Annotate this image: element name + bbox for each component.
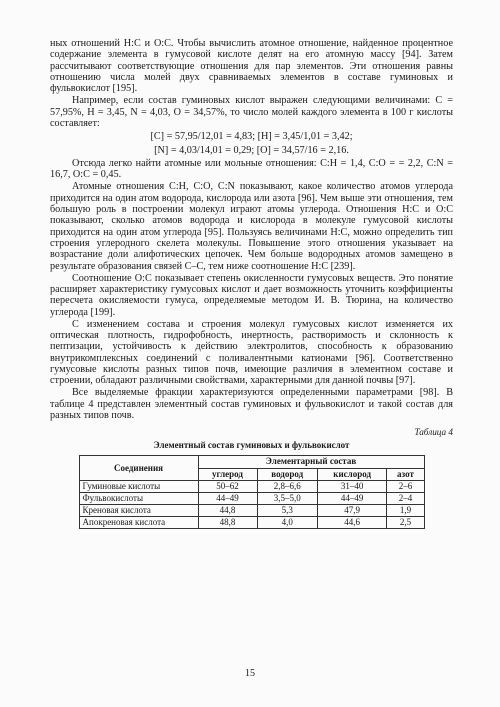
cell-oxygen: 44–49 (317, 492, 386, 504)
table-row (79, 505, 424, 517)
cell-carbon: 48,8 (198, 517, 257, 529)
cell-carbon: 44–49 (198, 492, 257, 504)
cell-nitrogen: 2–6 (387, 480, 424, 492)
table-title: Элементный состав гуминовых и фульвокислот (153, 440, 350, 451)
cell-hydrogen: 4,0 (257, 517, 317, 529)
formula-line-2: [N] = 4,03/14,01 = 0,29; [O] = 34,57/16 = 2,16. (154, 144, 349, 156)
header-hydrogen: водород (257, 468, 317, 480)
header-compound: Соединения (79, 456, 198, 480)
cell-carbon: 44,8 (198, 505, 257, 517)
cell-nitrogen: 1,9 (387, 505, 424, 517)
cell-nitrogen: 2–4 (387, 492, 424, 504)
row-name: Креновая кислота (79, 505, 198, 517)
cell-nitrogen: 2,5 (387, 517, 424, 529)
paragraph-3: Отсюда легко найти атомные или мольные отношения: С:Н = 1,4, С:О = = 2,2, С:N = 16,7, О:С = 0,45. (50, 158, 453, 181)
cell-carbon: 50–62 (198, 480, 257, 492)
paragraph-7: Все выделяемые фракции характеризуются определенными параметрами [98]. В таблице 4 представлен элементный состав гуминовых и фульвокислот и такой состав для разных типов почв. (50, 387, 453, 421)
paragraph-1: ных отношений Н:С и О:С. Чтобы вычислить атомное отношение, найденное процентное содержание элемента в гумусовой кислоте делят на его атомную массу [94]. Затем рассчитывают соответствующие отношения для пар элементов. Эти отношения равны отношению числа молей двух сравниваемых элементов в составе гуминовых и фульвокислот [195]. (50, 38, 453, 95)
table-label: Таблица 4 (414, 427, 453, 438)
table-row (79, 517, 424, 529)
cell-oxygen: 44,6 (317, 517, 386, 529)
cell-oxygen: 47,9 (317, 505, 386, 517)
paragraph-5: Соотношение О:С показывает степень окисленности гумусовых веществ. Это понятие расширяет характеристику гумусовых кислот и дает возможность уточнить коэффициенты пересчета окисляемости гумуса, определяемые методом И. В. Тюрина, на количество углерода [199]. (50, 272, 453, 318)
paragraph-2: Например, если состав гуминовых кислот выражен следующими величинами: С = 57,95%, Н = 3,45, N = 4,03, O = 34,57%, то число молей каждого элемента в 100 г кислоты составляет: (50, 95, 453, 129)
page-number: 15 (245, 668, 255, 679)
cell-hydrogen: 3,5–5,0 (257, 492, 317, 504)
paragraph-4: Атомные отношения С:Н, С:О, С:N показывают, какое количество атомов углерода приходится на один атом водорода, кислорода или азота [96]. Чем выше эти отношения, тем большую роль в построении молекул играют атомы углерода. Отношения Н:С и О:С показывают, сколько атомов водорода и кислорода в молекуле гумусовой кислоты приходится на один атом углерода [95]. Пользуясь величинами Н:С, можно определить тип строения углеродного скелета молекулы. Повышение этого отношения указывает на возрастание доли алифотических цепочек. Чем больше водородных атомов замещено в результате образования связей С–С, тем ниже соотношение Н:С [239]. (50, 181, 453, 272)
cell-oxygen: 31–40 (317, 480, 386, 492)
text-column (50, 38, 453, 529)
row-name: Фульвокислоты (79, 492, 198, 504)
table-row (79, 480, 424, 492)
row-name: Гуминовые кислоты (79, 480, 198, 492)
row-name: Апокреновая кислота (79, 517, 198, 529)
header-carbon: углерод (198, 468, 257, 480)
formula-line-1: [C] = 57,95/12,01 = 4,83; [H] = 3,45/1,01 = 3,42; (150, 131, 353, 143)
cell-hydrogen: 2,8–6,6 (257, 480, 317, 492)
paragraph-6: С изменением состава и строения молекул гумусовых кислот изменяется их оптическая плотность, гидрофобность, инертность, растворимость и склонность к пептизации, устойчивость к действию электролитов, способность к образованию внутрикомплексных соединений с поливалентными катионами [96]. Соответственно гумусовые кислоты разных типов почв, имеющие различия в элементном составе и строении, обладают различными свойствами, характерными для данной почвы [97]. (50, 318, 453, 387)
element-composition-table (79, 455, 425, 529)
header-oxygen: кислород (317, 468, 386, 480)
header-element-group: Элементарный состав (198, 456, 424, 468)
table-row (79, 492, 424, 504)
header-nitrogen: азот (387, 468, 424, 480)
cell-hydrogen: 5,3 (257, 505, 317, 517)
